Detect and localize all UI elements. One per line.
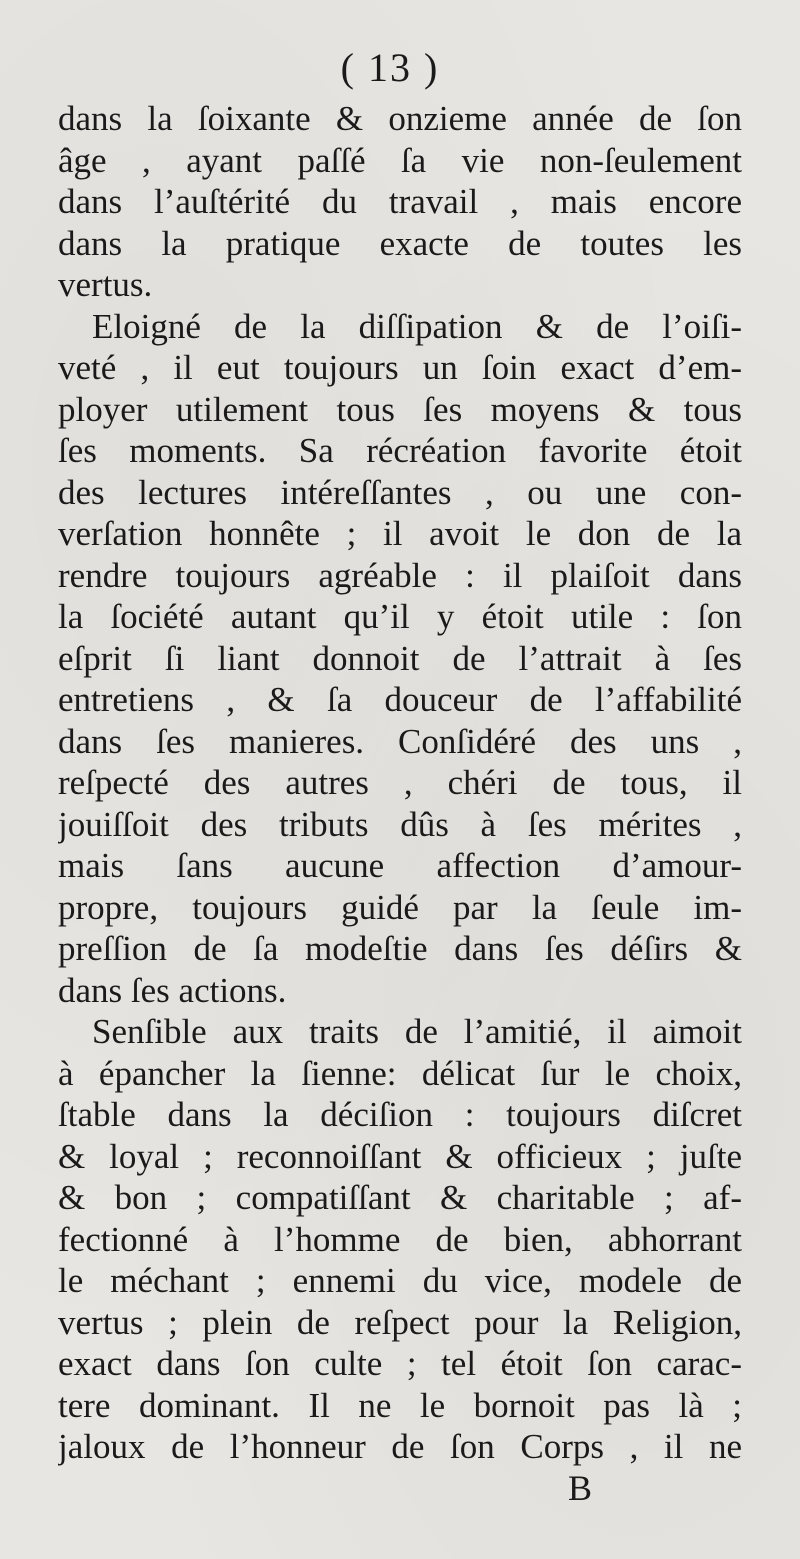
text-line: âge , ayant paſſé ſa vie non-ſeulement xyxy=(58,140,742,180)
text-line: ployer utilement tous ſes moyens & tous xyxy=(58,389,742,429)
text-line: ſtable dans la déciſion : toujours diſcret xyxy=(58,1095,742,1134)
text-line: ſes moments. Sa récréation favorite étoit xyxy=(58,431,742,470)
text-line: reſpecté des autres , chéri de tous, il xyxy=(58,763,742,802)
text-line: Eloigné de la diſſipation & de l’oiſi- xyxy=(92,306,742,346)
text-line: rendre toujours agréable : il plaiſoit dans xyxy=(58,555,742,595)
text-line: & bon ; compatiſſant & charitable ; af- xyxy=(58,1178,742,1217)
text-line: fectionné à l’homme de bien, abhorrant xyxy=(58,1219,742,1259)
text-line: jouiſſoit des tributs dûs à ſes mérites , xyxy=(58,804,742,844)
text-line: tere dominant. Il ne le bornoit pas là ; xyxy=(58,1385,742,1425)
text-line: des lectures intéreſſantes , ou une con- xyxy=(58,472,742,512)
text-line: dans la pratique exacte de toutes les xyxy=(58,223,742,263)
text-line: dans ſes manieres. Conſidéré des uns , xyxy=(58,721,742,761)
text-line: mais ſans aucune affection d’amour- xyxy=(58,846,742,885)
text-line: jaloux de l’honneur de ſon Corps , il ne xyxy=(58,1427,742,1466)
text-line: veté , il eut toujours un ſoin exact d’em- xyxy=(58,348,742,387)
page-number: ( 13 ) xyxy=(340,45,440,90)
text-line: dans ſes actions. xyxy=(58,970,287,1010)
text-line: & loyal ; reconnoiſſant & officieux ; juſte xyxy=(58,1136,742,1176)
text-line: verſation honnête ; il avoit le don de la xyxy=(58,514,742,553)
text-line: à épancher la ſienne: délicat ſur le choix, xyxy=(58,1053,742,1093)
text-line: la ſociété autant qu’il y étoit utile : ſon xyxy=(58,597,742,636)
text-line: propre, toujours guidé par la ſeule im- xyxy=(58,887,742,927)
signature-mark: B xyxy=(568,1468,593,1508)
text-line: le méchant ; ennemi du vice, modele de xyxy=(58,1261,742,1300)
text-line: entretiens , & ſa douceur de l’affabilité xyxy=(58,680,742,719)
text-line: Senſible aux traits de l’amitié, il aimoit xyxy=(92,1012,742,1051)
text-line: dans la ſoixante & onzieme année de ſon xyxy=(58,99,742,138)
text-line: preſſion de ſa modeſtie dans ſes déſirs & xyxy=(58,929,742,968)
text-line: eſprit ſi liant donnoit de l’attrait à ſes xyxy=(58,638,742,678)
text-line: vertus ; plein de reſpect pour la Religion, xyxy=(58,1302,742,1342)
text-line: dans l’auſtérité du travail , mais encore xyxy=(58,182,742,221)
text-line: vertus. xyxy=(58,265,153,304)
body-text xyxy=(58,98,742,1468)
text-line: exact dans ſon culte ; tel étoit ſon carac- xyxy=(58,1344,742,1383)
